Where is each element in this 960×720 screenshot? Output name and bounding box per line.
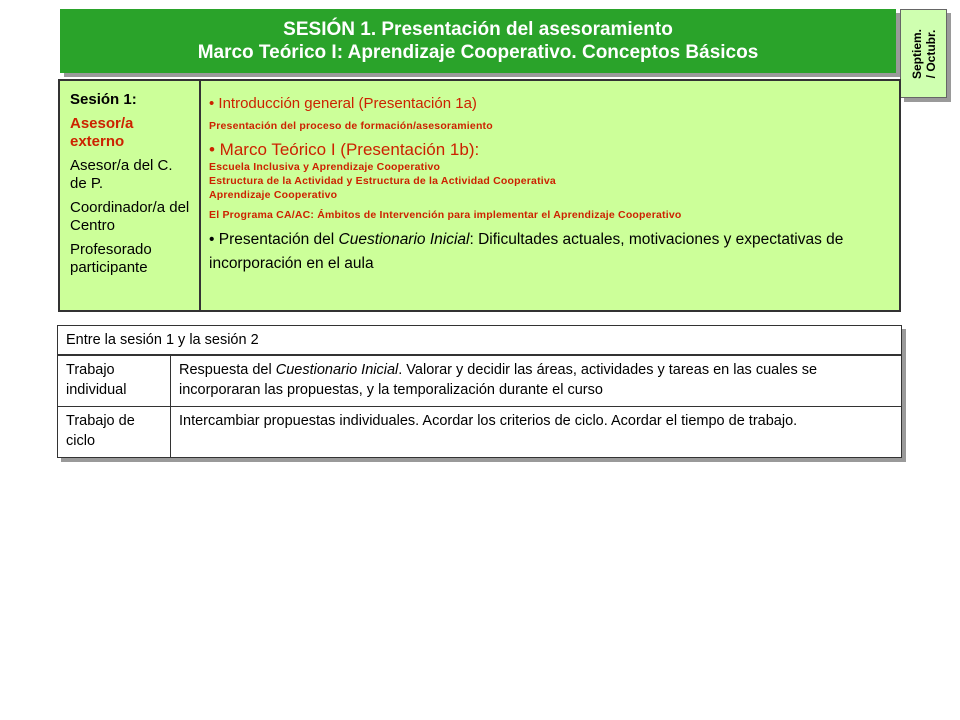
- table-row: [58, 407, 902, 458]
- item-framework-sub-4: El Programa CA/AC: Ámbitos de Intervención para implementar el Aprendizaje Cooperativo: [209, 209, 682, 221]
- item-questionnaire-suffix: : Dificultades actuales, motivaciones y expectativas de incorporación en el aula: [209, 231, 844, 272]
- table-row: [58, 355, 902, 407]
- title-banner: [60, 9, 896, 73]
- session-content: [209, 95, 891, 276]
- date-tag-text: [910, 28, 938, 78]
- item-intro-sub: Presentación del proceso de formación/asesoramiento: [209, 120, 493, 132]
- date-tag: [900, 9, 947, 98]
- role-coordinator: Coordinador/a del Centro: [70, 199, 190, 234]
- row-label-individual: Trabajo individual: [58, 355, 171, 407]
- item-framework-sub-1: Escuela Inclusiva y Aprendizaje Cooperativo: [209, 161, 441, 173]
- role-external-advisor: Asesor/a externo: [70, 115, 134, 150]
- table-header: Entre la sesión 1 y la sesión 2: [58, 326, 902, 356]
- session-1-box: [58, 79, 901, 312]
- row-text-cycle: Intercambiar propuestas individuales. Acordar los criterios de ciclo. Acordar el tiempo de trabajo.: [171, 407, 902, 458]
- item-framework-sub-3: Aprendizaje Cooperativo: [209, 189, 338, 201]
- item-framework-sub-2: Estructura de la Actividad y Estructura de la Actividad Cooperativa: [209, 175, 556, 187]
- title-line-1: SESIÓN 1. Presentación del asesoramiento: [283, 19, 673, 40]
- row-text-italic: Cuestionario Inicial: [275, 362, 399, 378]
- between-sessions-table: [57, 325, 902, 458]
- item-intro-title: • Introducción general (Presentación 1a): [209, 95, 477, 112]
- item-framework-title: • Marco Teórico I (Presentación 1b):: [209, 140, 480, 159]
- table-header-row: [58, 326, 902, 356]
- item-questionnaire-italic: Cuestionario Inicial: [338, 231, 470, 248]
- item-questionnaire: [209, 228, 891, 276]
- session-label: Sesión 1:: [70, 91, 137, 108]
- date-line-2: / Octubr.: [923, 29, 938, 78]
- title-line-2: Marco Teórico I: Aprendizaje Cooperativo. Conceptos Básicos: [197, 42, 759, 63]
- role-teachers: Profesorado participante: [70, 241, 152, 276]
- session-participants: [60, 81, 201, 310]
- role-cp-advisor: Asesor/a del C. de P.: [70, 157, 173, 192]
- row-text-suffix: . Valorar y decidir las áreas, actividades y tareas en las cuales se incorporaran las propuestas, y la temporalización durante el curso: [179, 362, 818, 398]
- row-text-individual: [171, 355, 902, 407]
- row-text-prefix: Respuesta del: [179, 362, 276, 378]
- date-line-1: Septiem.: [909, 28, 924, 79]
- row-label-cycle: Trabajo de ciclo: [58, 407, 171, 458]
- item-questionnaire-prefix: • Presentación del: [209, 231, 339, 248]
